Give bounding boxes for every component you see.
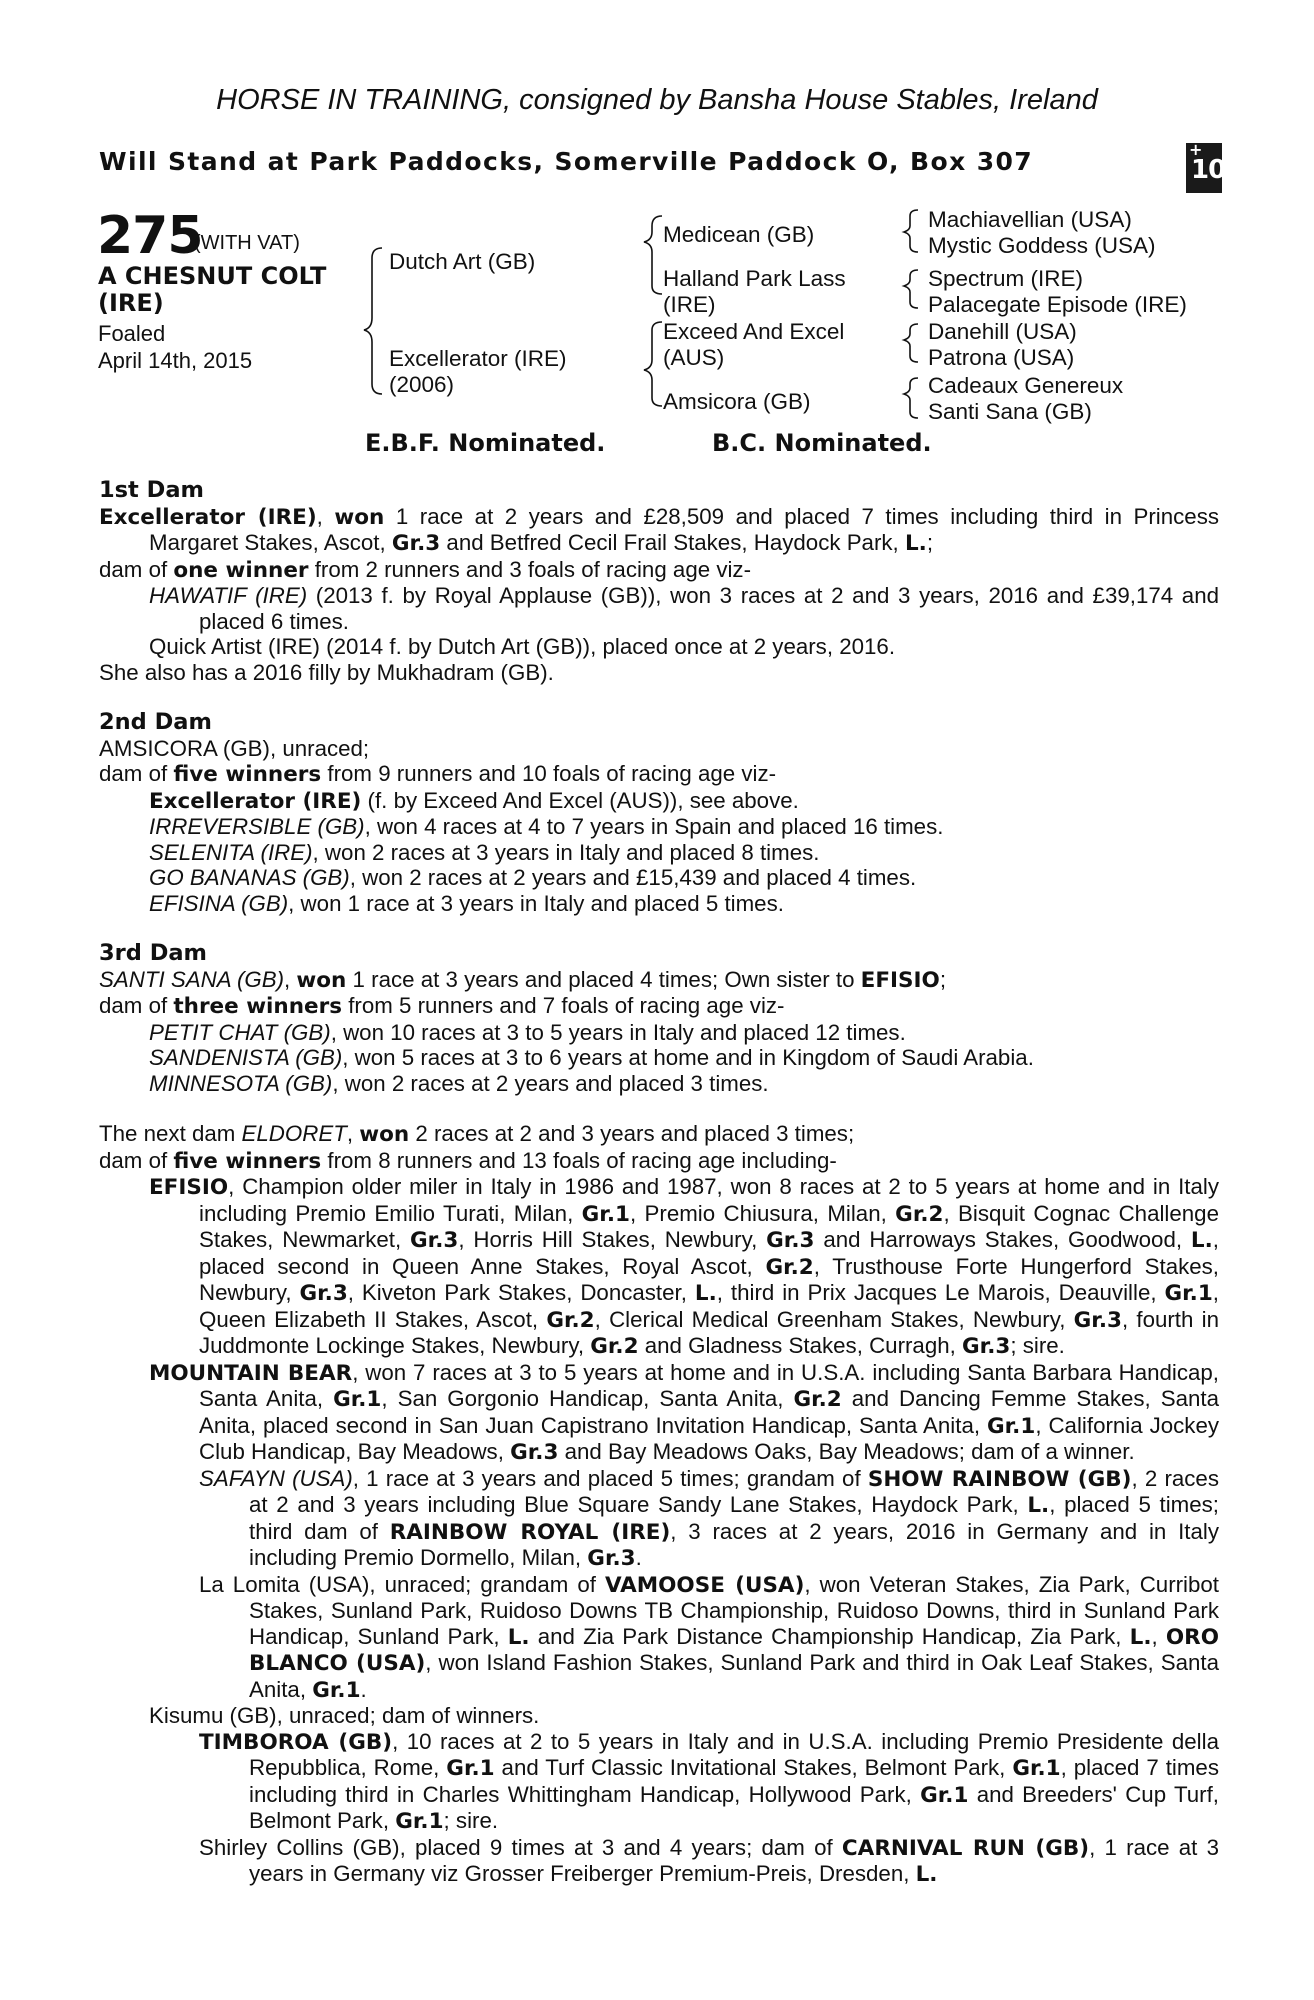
badge-number: 10: [1191, 155, 1226, 185]
next-dam-text: 2 races at 2 and 3 years and placed 3 times;: [409, 1121, 855, 1146]
sep: ;: [939, 966, 947, 992]
t: , won Veteran Stakes, Zia Park, Curribot Stakes, Sunland Park, Ruidoso Downs TB Championship, Ruidoso Downs, third in Sunland Park Handicap, Sunland Park,: [249, 1571, 1219, 1649]
pedigree-g3-2: Mystic Goddess (USA): [928, 233, 1156, 258]
produce-name: SELENITA (IRE): [149, 839, 313, 865]
t: Shirley Collins (GB), placed 9 times at 3 and 4 years; dam of: [199, 1834, 842, 1860]
t: , 3 races at 2 years, 2016 in Germany and in Italy including Premio Dormello, Milan,: [249, 1518, 1219, 1570]
produce-name: Excellerator (IRE): [149, 788, 362, 814]
pedigree-dam-sire: [663, 319, 844, 371]
grade-label: Gr.1: [446, 1756, 495, 1781]
produce-name: SANDENISTA (GB): [149, 1045, 343, 1070]
pedigree-sire: Dutch Art (GB): [389, 249, 536, 274]
t: , Horris Hill Stakes, Newbury,: [458, 1227, 767, 1252]
summary-b: one winner: [173, 557, 309, 583]
third-dam-name: SANTI SANA (GB): [99, 966, 285, 992]
second-dam-record: AMSICORA (GB), unraced;: [99, 735, 370, 761]
summary-a: dam of: [99, 1147, 174, 1173]
sep: ,: [346, 1121, 360, 1146]
produce-text: , won 2 races at 2 years and placed 3 times.: [332, 1070, 769, 1096]
catalogue-body: [99, 478, 1219, 1888]
produce-petit-chat: [99, 1020, 1219, 1046]
summary-c: from 5 runners and 7 foals of racing age viz-: [342, 993, 785, 1018]
horse-name: VAMOOSE (USA): [604, 1572, 805, 1598]
produce-text: (f. by Exceed And Excel (AUS)), see above.: [361, 787, 799, 813]
pedigree-g3-4: Palacegate Episode (IRE): [928, 292, 1187, 317]
third-dam-text: 1 race at 3 years and placed 4 times; Own sister to: [346, 966, 861, 992]
t: ; sire.: [443, 1808, 499, 1833]
sep: ,: [284, 966, 297, 992]
first-dam-name: Excellerator (IRE): [99, 504, 317, 530]
t: , California Jockey Club Handicap, Bay Meadows,: [199, 1412, 1219, 1464]
produce-name: EFISINA (GB): [149, 890, 289, 916]
grade-label: Gr.1: [581, 1201, 630, 1227]
produce-go-bananas: [99, 865, 1219, 891]
t: , won Island Fashion Stakes, Sunland Park and third in Oak Leaf Stakes, Santa Anita,: [249, 1650, 1219, 1702]
grade-label: Gr.1: [333, 1387, 382, 1412]
next-dam-name: ELDORET: [241, 1121, 347, 1146]
ebf-nominated: E.B.F. Nominated.: [365, 429, 606, 457]
grade-label: Gr.3: [410, 1228, 459, 1253]
catalogue-header: HORSE IN TRAINING, consigned by Bansha House Stables, Ireland: [216, 84, 1098, 116]
t: , Champion older miler in Italy in 1986 and 1987, won 8 races at 2 to 5 years at home and in Italy including Premio Emilio Turati, Milan,: [199, 1174, 1219, 1226]
produce-excellerator: [99, 788, 1219, 815]
produce-mountain-bear: [99, 1360, 1219, 1466]
grade-label: Gr.2: [793, 1387, 842, 1412]
summary-b: five winners: [173, 1148, 322, 1174]
lot-number: 275: [97, 206, 203, 266]
produce-text: , won 2 races at 3 years in Italy and placed 8 times.: [312, 839, 820, 865]
produce-text: , won 1 race at 3 years in Italy and placed 5 times.: [288, 890, 784, 916]
horse-name: RAINBOW ROYAL (IRE): [389, 1519, 671, 1545]
next-dam-produce-summary: [99, 1148, 1219, 1175]
grade-label: Gr.2: [590, 1334, 639, 1359]
grade-label: Gr.1: [1164, 1281, 1213, 1306]
t: , 2 races at 2 and 3 years including Blue Square Sandy Lane Stakes, Haydock Park,: [249, 1465, 1219, 1517]
t: , placed second in Queen Anne Stakes, Royal Ascot,: [199, 1227, 1219, 1279]
first-dam-heading: 1st Dam: [99, 477, 204, 503]
grade-label: Gr.3: [1073, 1307, 1122, 1333]
first-dam-end: ;: [926, 530, 934, 555]
listed-label: L.: [1129, 1624, 1152, 1650]
grade-label: Gr.3: [299, 1281, 348, 1306]
summary-b: five winners: [173, 762, 322, 787]
produce-name: PETIT CHAT (GB): [149, 1019, 331, 1045]
t: , placed 5 times; third dam of: [249, 1492, 1219, 1544]
produce-shirley-collins: [99, 1835, 1219, 1888]
t: and Harroways Stakes, Goodwood,: [814, 1227, 1191, 1252]
won-label: won: [334, 504, 385, 530]
produce-selenita: [99, 840, 1219, 866]
produce-name: MINNESOTA (GB): [149, 1070, 333, 1096]
won-label: won: [296, 967, 347, 993]
listed-label: L.: [915, 1862, 938, 1887]
pedigree-sire-dam: [663, 266, 846, 318]
pedigree-g3-6: Patrona (USA): [928, 345, 1075, 370]
t: and Turf Classic Invitational Stakes, Belmont Park,: [494, 1755, 1013, 1780]
grade-label: Gr.1: [312, 1677, 361, 1703]
t: ,: [1151, 1623, 1166, 1649]
bc-nominated: B.C. Nominated.: [712, 429, 932, 457]
grade-label: Gr.3: [766, 1228, 815, 1253]
produce-name: SAFAYN (USA): [199, 1465, 353, 1491]
listed-label: L.: [904, 531, 927, 556]
t: and Dancing Femme Stakes, Santa Anita, placed second in San Juan Capistrano Invitation Handicap, Santa Anita,: [199, 1386, 1219, 1438]
pedigree-sire-dam-name: Halland Park Lass: [663, 266, 846, 291]
produce-hawatif: [99, 583, 1219, 634]
grade-label: Gr.3: [587, 1546, 636, 1571]
t: .: [360, 1676, 367, 1702]
horse-description-line2: (IRE): [98, 289, 164, 317]
produce-name: HAWATIF (IRE): [149, 583, 308, 608]
pedigree-sire-dam-country: (IRE): [663, 292, 716, 317]
pedigree-dam-sire-name: Exceed And Excel: [663, 319, 845, 344]
t: and Gladness Stakes, Curragh,: [638, 1333, 963, 1358]
produce-name: TIMBOROA (GB): [199, 1729, 393, 1755]
vat-note: (WITH VAT): [194, 232, 300, 254]
produce-name: GO BANANAS (GB): [149, 865, 350, 890]
produce-name: EFISIO: [149, 1175, 229, 1200]
first-dam-note: She also has a 2016 filly by Mukhadram (GB).: [99, 659, 554, 685]
pedigree-dam-dam: Amsicora (GB): [663, 389, 811, 414]
pedigree-g3-5: Danehill (USA): [928, 319, 1077, 344]
t: , Trusthouse Forte Hungerford Stakes, Newbury,: [199, 1253, 1219, 1305]
grade-label: Gr.3: [391, 531, 441, 556]
summary-a: dam of: [99, 993, 174, 1018]
horse-name: CARNIVAL RUN (GB): [841, 1835, 1090, 1861]
sister-name: EFISIO: [860, 967, 940, 993]
produce-name: IRREVERSIBLE (GB): [149, 814, 365, 839]
t: , 1 race at 3 years in Germany viz Grosser Freiberger Premium-Preis, Dresden,: [249, 1834, 1219, 1886]
stand-location: Will Stand at Park Paddocks, Somerville Paddock O, Box 307: [99, 147, 1034, 176]
produce-text: , won 5 races at 3 to 6 years at home and in Kingdom of Saudi Arabia.: [342, 1045, 1034, 1070]
produce-minnesota: [99, 1071, 1219, 1097]
listed-label: L.: [1027, 1493, 1050, 1518]
t: , Queen Elizabeth II Stakes, Ascot,: [199, 1280, 1219, 1332]
summary-a: dam of: [99, 556, 174, 582]
t: , 1 race at 3 years and placed 5 times; grandam of: [352, 1465, 868, 1491]
next-dam-record: [99, 1121, 1219, 1148]
horse-name: SHOW RAINBOW (GB): [867, 1466, 1132, 1492]
produce-quick-artist: Quick Artist (IRE) (2014 f. by Dutch Art (GB)), placed once at 2 years, 2016.: [149, 634, 896, 659]
produce-la-lomita: [99, 1572, 1219, 1704]
t: and Breeders' Cup Turf, Belmont Park,: [249, 1781, 1219, 1833]
grade-label: Gr.1: [920, 1782, 969, 1808]
produce-safayn: [99, 1466, 1219, 1572]
listed-label: L.: [694, 1281, 717, 1306]
pedigree-g3-8: Santi Sana (GB): [928, 399, 1092, 424]
pedigree-dam-name: Excellerator (IRE): [389, 346, 567, 371]
t: and Bay Meadows Oaks, Bay Meadows; dam of a winner.: [558, 1439, 1135, 1464]
first-dam-record: Excellerator (IRE), won 1 race at 2 years and £28,509 and placed 7 times including third in Princess Margaret Stakes, Ascot, Gr.3 and Betfred Cecil Frail Stakes, Haydock Park, L.;: [99, 503, 1219, 556]
first-dam-produce-summary: [99, 557, 1219, 584]
foaled-date: April 14th, 2015: [98, 348, 253, 373]
t: , Kiveton Park Stakes, Doncaster,: [347, 1280, 695, 1305]
summary-b: three winners: [173, 994, 343, 1019]
t: , Clerical Medical Greenham Stakes, Newbury,: [594, 1306, 1074, 1332]
produce-irreversible: [99, 814, 1219, 840]
horse-description-line1: A CHESNUT COLT: [98, 262, 327, 290]
t: , San Gorgonio Handicap, Santa Anita,: [381, 1386, 794, 1411]
t: and Zia Park Distance Championship Handicap, Zia Park,: [529, 1623, 1130, 1649]
t: .: [635, 1545, 642, 1570]
next-dam-a: The next dam: [99, 1121, 242, 1146]
grade-label: Gr.2: [765, 1254, 814, 1280]
pedigree-dam: [389, 346, 567, 398]
t: , Bisquit Cognac Challenge Stakes, Newmarket,: [199, 1200, 1219, 1252]
produce-efisio: [99, 1174, 1219, 1360]
pedigree-g3-7: Cadeaux Genereux: [928, 373, 1124, 398]
pedigree-dam-sire-country: (AUS): [663, 345, 725, 370]
produce-efisina: [99, 891, 1219, 917]
grade-label: Gr.1: [395, 1809, 444, 1834]
summary-c: from 2 runners and 3 foals of racing age viz-: [308, 556, 751, 582]
produce-timboroa: [99, 1729, 1219, 1835]
grade-label: Gr.3: [510, 1440, 559, 1465]
second-dam-produce-summary: [99, 761, 1219, 788]
won-label: won: [359, 1122, 410, 1147]
grade-label: Gr.1: [1012, 1756, 1061, 1781]
t: , third in Prix Jacques Le Marois, Deauville,: [716, 1280, 1165, 1305]
horse-name: ORO BLANCO (USA): [249, 1624, 1219, 1676]
badge-plus: +: [1189, 140, 1203, 159]
produce-kisumu: Kisumu (GB), unraced; dam of winners.: [149, 1703, 540, 1728]
listed-label: L.: [1190, 1228, 1213, 1253]
produce-name: MOUNTAIN BEAR: [149, 1360, 353, 1386]
produce-text: , won 4 races at 4 to 7 years in Spain and placed 16 times.: [364, 814, 944, 839]
first-dam-text: 1 race at 2 years and £28,509 and placed 7 times including third in Princess Margaret Stakes, Ascot,: [149, 503, 1219, 555]
grade-label: Gr.3: [962, 1334, 1011, 1359]
t: , fourth in Juddmonte Lockinge Stakes, Newbury,: [199, 1306, 1219, 1358]
pedigree-dam-year: (2006): [389, 372, 455, 397]
summary-a: dam of: [99, 761, 174, 786]
t: , won 7 races at 3 to 5 years at home and in U.S.A. including Santa Barbara Handicap, Santa Anita,: [199, 1359, 1219, 1411]
summary-c: from 9 runners and 10 foals of racing age viz-: [321, 761, 777, 786]
t: , placed 7 times including third in Charles Whittingham Handicap, Hollywood Park,: [249, 1755, 1219, 1807]
first-dam-text2: and Betfred Cecil Frail Stakes, Haydock Park,: [440, 530, 905, 555]
produce-text: (2013 f. by Royal Applause (GB)), won 3 races at 2 and 3 years, 2016 and £39,174 and placed 6 times.: [199, 583, 1219, 634]
pedigree-g3-3: Spectrum (IRE): [928, 266, 1084, 291]
grade-label: Gr.2: [546, 1307, 595, 1333]
t: , 10 races at 2 to 5 years in Italy and in U.S.A. including Premio Presidente della Repubblica, Rome,: [249, 1728, 1219, 1780]
produce-text: , won 10 races at 3 to 5 years in Italy and placed 12 times.: [330, 1019, 906, 1045]
produce-text: , won 2 races at 2 years and £15,439 and placed 4 times.: [349, 865, 917, 890]
third-dam-record: [99, 967, 1219, 994]
produce-sandenista: [99, 1045, 1219, 1071]
grade-label: Gr.2: [895, 1201, 944, 1227]
listed-label: L.: [507, 1624, 530, 1650]
second-dam-heading: 2nd Dam: [99, 709, 212, 735]
third-dam-heading: 3rd Dam: [99, 940, 207, 966]
grade-label: Gr.1: [987, 1413, 1036, 1439]
t: La Lomita (USA), unraced; grandam of: [199, 1571, 605, 1597]
third-dam-produce-summary: [99, 993, 1219, 1020]
foaled-label: Foaled: [98, 321, 166, 346]
pedigree-sire-sire: Medicean (GB): [663, 222, 815, 247]
t: , Premio Chiusura, Milan,: [629, 1200, 896, 1226]
summary-c: from 8 runners and 13 foals of racing age including-: [321, 1147, 837, 1173]
pedigree-g3-1: Machiavellian (USA): [928, 207, 1132, 232]
t: ; sire.: [1010, 1333, 1065, 1358]
